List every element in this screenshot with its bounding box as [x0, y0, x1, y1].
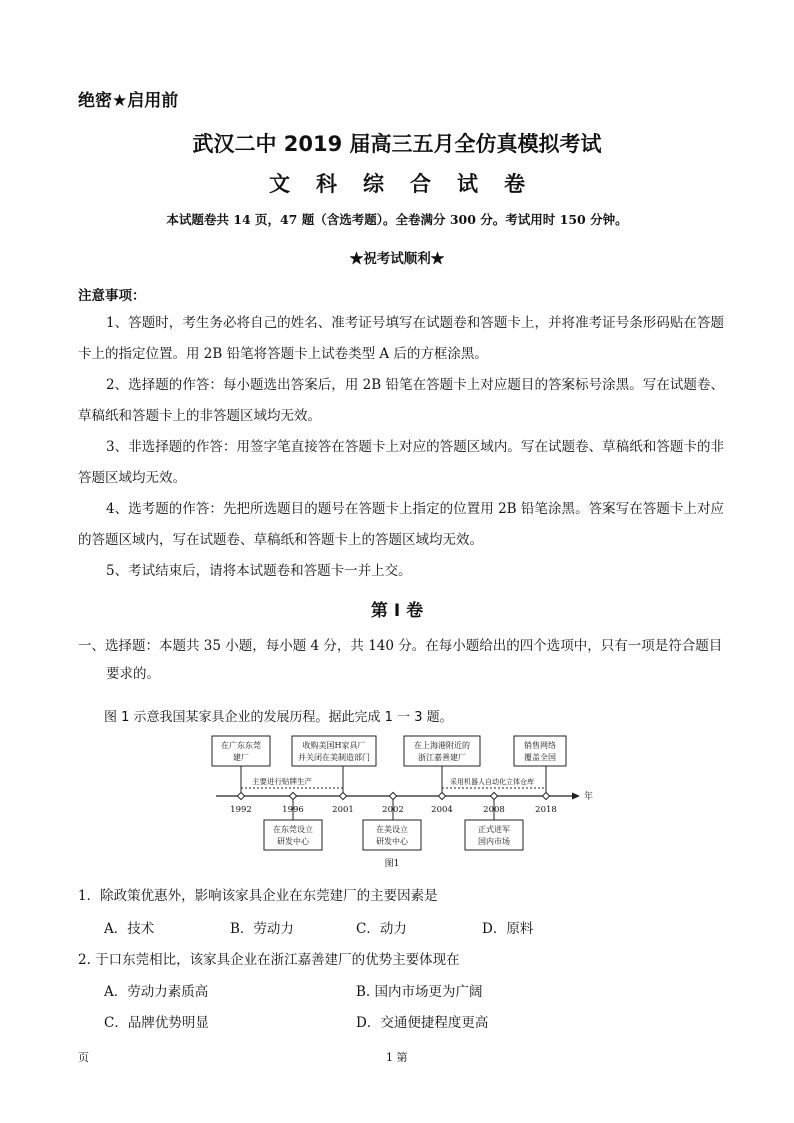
paper-title: 文科综合试卷: [269, 172, 551, 196]
question-1-option-b: B．劳动力: [230, 921, 294, 937]
notice-item-2: 2、选择题的作答：每小题选出答案后，用 2B 铅笔在答题卡上对应题目的答案标号涂黑。写在试题卷、草稿纸和答题卡上的非答题区域均无效。: [78, 377, 724, 424]
bottom-box-2-line-2: 研发中心: [376, 837, 408, 846]
notice-item-5: 5、考试结束后，请将本试题卷和答题卡一并上交。: [106, 563, 412, 579]
timeline-marker-2008: [490, 792, 497, 799]
exam-wish: ★祝考试顺利★: [349, 251, 445, 267]
question-2-stem: 2. 于口东莞相比，该家具企业在浙江嘉善建厂的优势主要体现在: [78, 952, 460, 968]
timeline-year-2002: 2002: [382, 805, 404, 815]
bottom-box-3-line-2: 国内市场: [478, 837, 510, 846]
span-label-1: 主要进行贴牌生产: [252, 777, 312, 786]
top-box-3-line-1: 在上海港附近的: [414, 741, 470, 750]
axis-unit: 年: [584, 792, 594, 802]
question-2-option-d: D．交通便捷程度更高: [356, 1015, 489, 1031]
figure-caption: 图1: [384, 859, 400, 869]
top-box-2-line-2: 并关闭在美制造部门: [298, 753, 370, 762]
choice-instructions: 一、选择题：本题共 35 小题，每小题 4 分，共 140 分。在每小题给出的四个选项中，只有一项是符合题目要求的。: [78, 638, 723, 682]
timeline-marker-2004: [438, 792, 445, 799]
timeline-year-1992: 1992: [230, 805, 252, 815]
timeline-marker-2002: [389, 792, 396, 799]
axis-arrow: [572, 793, 580, 800]
secret-mark: 绝密★启用前: [78, 91, 179, 111]
question-2-option-b: B. 国内市场更为广阔: [356, 984, 483, 1000]
timeline-marker-1996: [289, 792, 296, 799]
timeline-year-1996: 1996: [282, 805, 304, 815]
notice-item-4: 4、选考题的作答：先把所选题目的题号在答题卡上指定的位置用 2B 铅笔涂黑。答案写在答题卡上对应的答题区域内，写在试题卷、草稿纸和答题卡上的答题区域均无效。: [78, 501, 724, 548]
exam-title: 武汉二中 2019 届高三五月全仿真模拟考试: [192, 132, 602, 156]
question-2-option-a: A．劳动力素质高: [104, 984, 209, 1000]
footer-left: 页: [78, 1051, 89, 1064]
top-box-3-line-2: 浙江嘉善建厂: [418, 753, 466, 762]
span-label-2: 采用机器人自动化立体仓库: [450, 778, 534, 786]
top-box-1-line-2: 建厂: [233, 753, 249, 762]
timeline-year-2008: 2008: [483, 805, 505, 815]
question-1-option-a: A．技术: [104, 921, 155, 937]
top-box-4-line-1: 销售网络: [524, 741, 556, 750]
timeline-marker-2001: [339, 792, 346, 799]
question-1-option-d: D．原料: [482, 921, 534, 937]
timeline-year-2001: 2001: [332, 805, 354, 815]
question-1-stem: 1．除政策优惠外，影响该家具企业在东莞建厂的主要因素是: [78, 888, 438, 904]
bottom-box-1-line-1: 在东莞设立: [273, 825, 313, 834]
notice-item-1: 1、答题时，考生务必将自己的姓名、准考证号填写在试题卷和答题卡上，并将准考证号条形码贴在答题卡上的指定位置。用 2B 铅笔将答题卡上试卷类型 A 后的方框涂黑。: [78, 315, 724, 362]
top-box-4-line-2: 覆盖全国: [524, 753, 556, 762]
notice-title: 注意事项：: [78, 288, 146, 304]
bottom-box-2-line-1: 在美设立: [376, 825, 408, 834]
timeline-marker-1992: [237, 792, 244, 799]
bottom-box-3-line-1: 正式进军: [478, 825, 510, 834]
question-2-option-c: C．品牌优势明显: [104, 1015, 209, 1031]
bottom-box-1-line-2: 研发中心: [277, 837, 309, 846]
timeline-year-2004: 2004: [431, 805, 453, 815]
top-box-1-line-1: 在广东东莞: [221, 741, 261, 750]
section-title: 第 I 卷: [370, 601, 424, 621]
notice-item-3: 3、非选择题的作答：用签字笔直接答在答题卡上对应的答题区域内。写在试题卷、草稿纸和答题卡的非答题区域均无效。: [78, 439, 724, 486]
figure-intro: 图 1 示意我国某家具企业的发展历程。据此完成 1 一 3 题。: [104, 710, 453, 725]
timeline-year-2018: 2018: [535, 805, 557, 815]
exam-info: 本试题卷共 14 页，47 题（含选考题）。全卷满分 300 分。考试用时 150 分钟。: [166, 212, 628, 227]
timeline-marker-2018: [542, 792, 549, 799]
footer-page-number: 1 第: [386, 1051, 408, 1064]
top-box-2-line-1: 收购美国H家具厂: [302, 741, 366, 750]
timeline-figure: [200, 732, 600, 872]
question-1-option-c: C．动力: [356, 921, 407, 937]
